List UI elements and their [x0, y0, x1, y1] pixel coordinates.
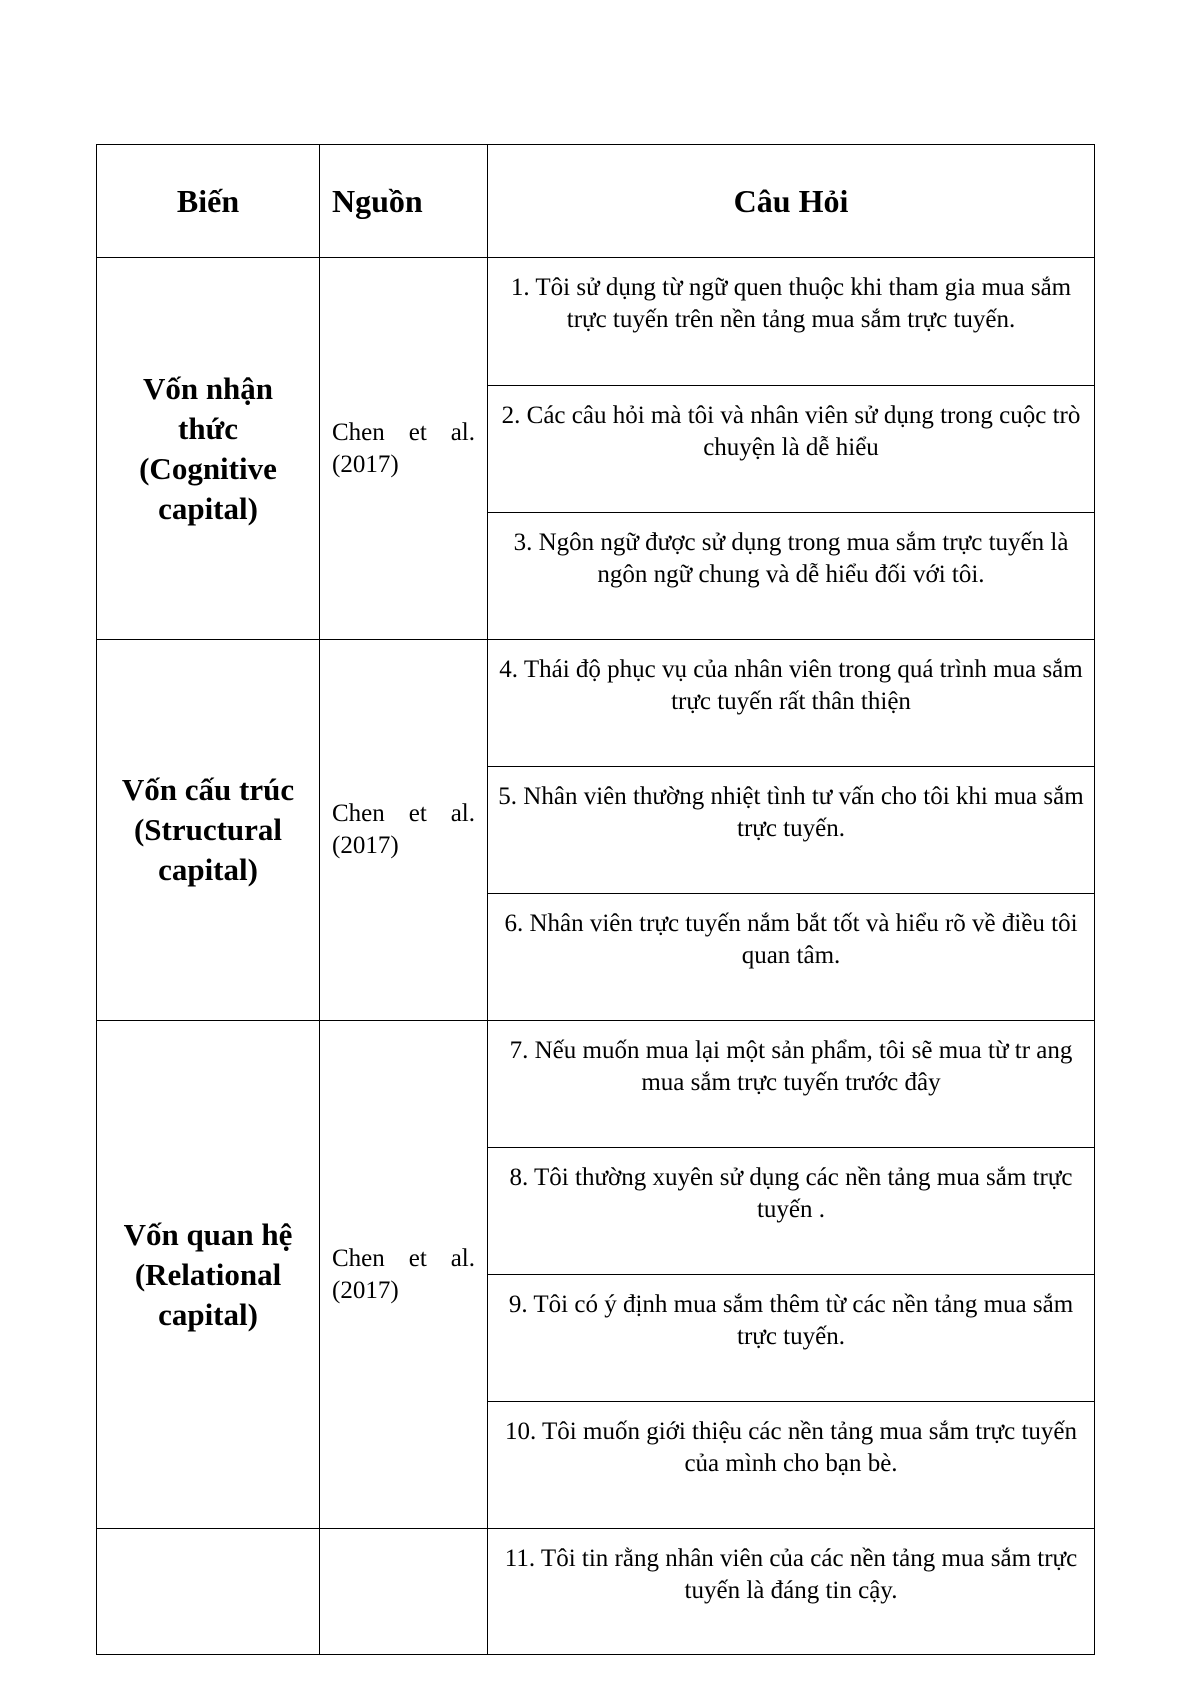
question-cell: 8. Tôi thường xuyên sử dụng các nền tảng mua sắm trực tuyến . — [488, 1148, 1095, 1275]
table-row — [97, 258, 1095, 386]
table-row — [97, 1529, 1095, 1655]
variable-name-en: (Structural — [133, 812, 283, 847]
question-cell: 7. Nếu muốn mua lại một sản phẩm, tôi sẽ mua từ tr ang mua sắm trực tuyến trước đây — [488, 1021, 1095, 1148]
source-cell — [320, 258, 488, 640]
survey-table — [96, 144, 1095, 1655]
table-row — [97, 1021, 1095, 1148]
header-source: Nguồn — [320, 145, 488, 258]
question-cell: 11. Tôi tin rằng nhân viên của các nền tảng mua sắm trực tuyến là đáng tin cậy. — [488, 1529, 1095, 1655]
header-row — [97, 145, 1095, 258]
variable-name-en: (Cognitive — [139, 450, 277, 486]
source-cell — [320, 1021, 488, 1529]
source-cell-empty — [320, 1529, 488, 1655]
variable-name-en: capital) — [158, 852, 258, 887]
variable-cell-structural — [97, 640, 320, 1021]
variable-name: Vốn quan hệ — [123, 1216, 293, 1252]
question-cell: 6. Nhân viên trực tuyến nắm bắt tốt và hiểu rõ về điều tôi quan tâm. — [488, 894, 1095, 1021]
variable-cell-empty — [97, 1529, 320, 1655]
question-cell: 1. Tôi sử dụng từ ngữ quen thuộc khi tham gia mua sắm trực tuyến trên nền tảng mua sắm trực tuyến. — [488, 258, 1095, 386]
variable-cell-relational — [97, 1021, 320, 1529]
question-cell: 9. Tôi có ý định mua sắm thêm từ các nền tảng mua sắm trực tuyến. — [488, 1275, 1095, 1402]
variable-name-en: capital) — [158, 1296, 258, 1332]
source-authors: Chen et al. — [332, 800, 475, 827]
source-year: (2017) — [332, 1276, 399, 1304]
variable-name: Vốn cấu trúc — [121, 772, 295, 807]
source-authors: Chen et al. — [332, 1244, 475, 1272]
source-year: (2017) — [332, 832, 399, 859]
question-cell: 4. Thái độ phục vụ của nhân viên trong quá trình mua sắm trực tuyến rất thân thiện — [488, 640, 1095, 767]
question-cell: 5. Nhân viên thường nhiệt tình tư vấn cho tôi khi mua sắm trực tuyến. — [488, 767, 1095, 894]
variable-name: Vốn nhận — [142, 370, 274, 406]
source-year: (2017) — [332, 450, 399, 478]
source-cell — [320, 640, 488, 1021]
source-authors: Chen et al. — [332, 418, 475, 446]
table-row — [97, 640, 1095, 767]
header-question: Câu Hỏi — [488, 145, 1095, 258]
question-cell: 10. Tôi muốn giới thiệu các nền tảng mua sắm trực tuyến của mình cho bạn bè. — [488, 1402, 1095, 1529]
variable-cell-cognitive — [97, 258, 320, 640]
question-cell: 3. Ngôn ngữ được sử dụng trong mua sắm trực tuyến là ngôn ngữ chung và dễ hiểu đối với tôi. — [488, 513, 1095, 640]
header-variable: Biến — [97, 145, 320, 258]
variable-name: thức — [178, 410, 238, 446]
variable-name-en: (Relational — [134, 1256, 282, 1292]
question-cell: 2. Các câu hỏi mà tôi và nhân viên sử dụng trong cuộc trò chuyện là dễ hiểu — [488, 386, 1095, 513]
variable-name-en: capital) — [158, 490, 258, 526]
